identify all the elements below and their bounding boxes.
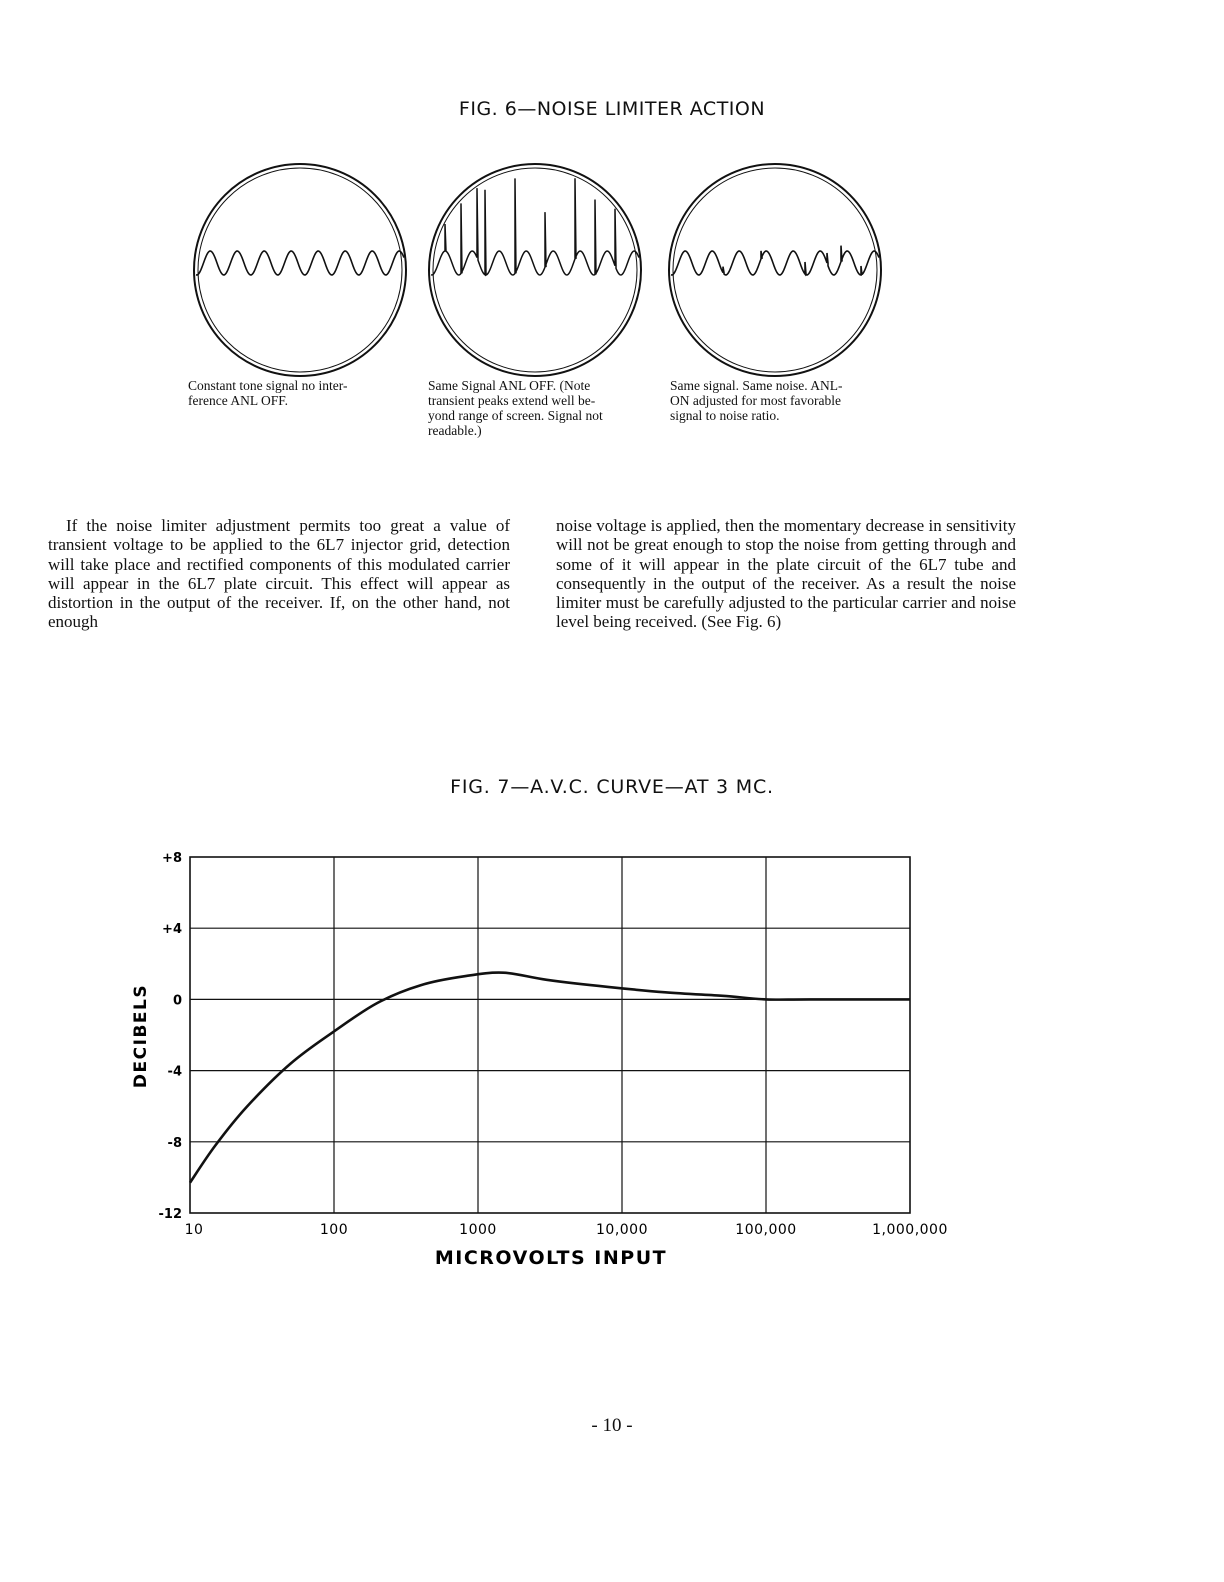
x-tick-label: 1000 [459,1222,497,1238]
y-tick-label: 0 [172,993,182,1009]
y-tick-label: -12 [158,1207,182,1222]
x-tick-label: 100 [319,1222,349,1238]
y-tick-label: -8 [167,1135,182,1151]
limited-waveform [671,246,879,275]
x-axis-label: MICROVOLTS INPUT [434,1247,668,1269]
chart-ticks [159,851,948,1238]
avc-curve-line [190,973,910,1183]
y-tick-label: +4 [162,922,182,938]
x-tick-label: 10 [184,1222,204,1238]
y-tick-label: -4 [167,1064,182,1080]
figure-6-title: FIG. 6—NOISE LIMITER ACTION [458,98,766,120]
y-axis-label: DECIBELS [131,983,151,1089]
scope-caption-2: Same Signal ANL OFF. (Note transient peaks extend well be- yond range of screen. Signal not readable.) [428,378,603,438]
scope-caption-1: Constant tone signal no inter- ference ANL OFF. [188,378,348,408]
chart-series [190,973,910,1183]
scope-panel-noise-anl-off [425,160,645,380]
scope-panel-clean-signal [190,160,410,380]
avc-curve-chart [0,840,1224,1280]
figure-7-title: FIG. 7—A.V.C. CURVE—AT 3 MC. [450,776,774,798]
body-paragraph-right: noise voltage is applied, then the momentary decrease in sensitivity will not be great enough to stop the noise from getting through and some of it will appear in the plate circuit of the 6L7 tube and consequently in the output of the receiver. As a result the noise limiter must be carefully adjusted to the particular carrier and noise level being received. (See Fig. 6) [556,516,1016,632]
page-number: - 10 - [591,1415,633,1436]
x-tick-label: 10,000 [596,1222,648,1238]
x-tick-label: 100,000 [735,1222,797,1238]
x-tick-label: 1,000,000 [872,1222,948,1238]
plot-frame [190,857,910,1213]
scope-caption-3: Same signal. Same noise. ANL- ON adjusted for most favorable signal to noise ratio. [670,378,843,423]
body-paragraph-left: If the noise limiter adjustment permits too great a value of transient voltage to be applied to the 6L7 injector grid, detection will take place and rectified components of this modulated carrier will appear in the 6L7 plate circuit. This effect will appear as distortion in the output of the receiver. If, on the other hand, not enough [48,516,510,632]
signal-waveform [196,251,404,275]
chart-grid [190,857,910,1213]
scope-panel-anl-on [665,160,885,380]
y-tick-label: +8 [162,851,182,866]
